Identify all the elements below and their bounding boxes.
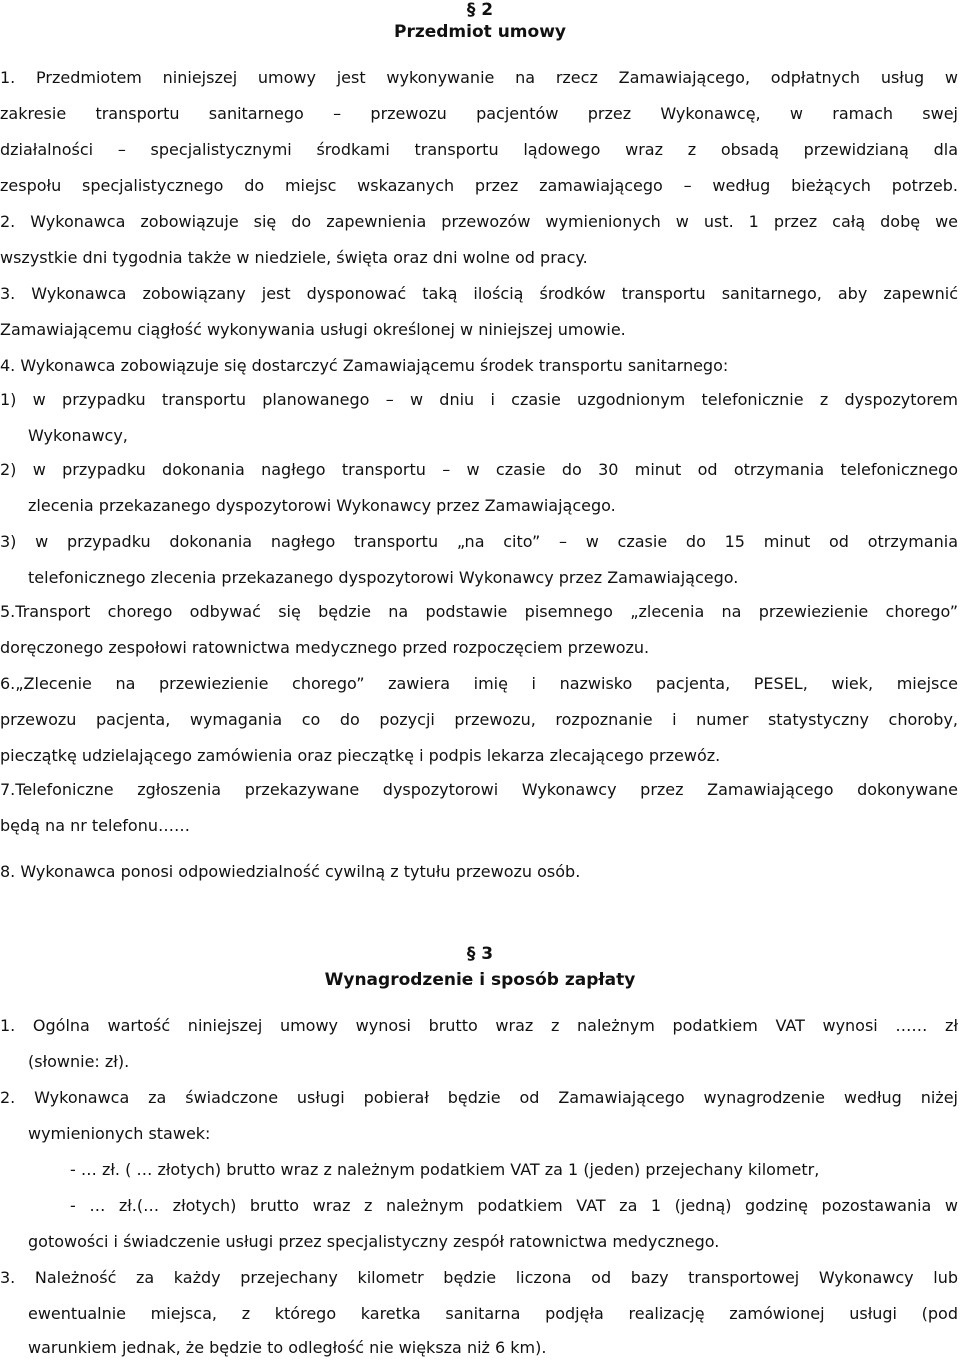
- section2-text-line: 4. Wykonawca zobowiązuje się dostarczyć Zamawiającemu środek transportu sanitarnego:: [0, 356, 729, 375]
- section2-text-line: 1) w przypadku transportu planowanego – w dniu i czasie uzgodnionym telefonicznie z dyspozytorem: [0, 390, 958, 409]
- section-2-title: Przedmiot umowy: [394, 22, 566, 42]
- section2-text-line: 3. Wykonawca zobowiązany jest dysponować taką ilością środków transportu sanitarnego, aby zapewnić: [0, 284, 958, 303]
- section2-text-line: 6.„Zlecenie na przewiezienie chorego” zawiera imię i nazwisko pacjenta, PESEL, wiek, miejsce: [0, 674, 958, 693]
- section-3-symbol: § 3: [466, 944, 494, 964]
- section3-text-line: gotowości i świadczenie usługi przez specjalistyczny zespół ratownictwa medycznego.: [28, 1232, 720, 1251]
- section2-text-line: 2. Wykonawca zobowiązuje się do zapewnienia przewozów wymienionych w ust. 1 przez całą dobę we: [0, 212, 958, 231]
- section3-text-line: 2. Wykonawca za świadczone usługi pobierał będzie od Zamawiającego wynagrodzenie według niżej: [0, 1088, 958, 1107]
- section2-text-line: 1. Przedmiotem niniejszej umowy jest wykonywanie na rzecz Zamawiającego, odpłatnych usług w: [0, 68, 958, 87]
- section2-text-line: 7.Telefoniczne zgłoszenia przekazywane dyspozytorowi Wykonawcy przez Zamawiającego dokonywane: [0, 780, 958, 799]
- section-3-title: Wynagrodzenie i sposób zapłaty: [324, 970, 636, 990]
- section3-text-line: (słownie: zł).: [28, 1052, 130, 1071]
- section2-text-line: Zamawiającemu ciągłość wykonywania usługi określonej w niniejszej umowie.: [0, 320, 626, 339]
- section2-text-line: doręczonego zespołowi ratownictwa medycznego przed rozpoczęciem przewozu.: [0, 638, 650, 657]
- section2-text-line: 2) w przypadku dokonania nagłego transportu – w czasie do 30 minut od otrzymania telefonicznego: [0, 460, 958, 479]
- section-2-symbol: § 2: [466, 0, 494, 20]
- section2-text-line: 5.Transport chorego odbywać się będzie na podstawie pisemnego „zlecenia na przewiezienie chorego”: [0, 602, 958, 621]
- section3-text-line: 1. Ogólna wartość niniejszej umowy wynosi brutto wraz z należnym podatkiem VAT wynosi …… zł: [0, 1016, 958, 1035]
- section2-text-line: 8. Wykonawca ponosi odpowiedzialność cywilną z tytułu przewozu osób.: [0, 862, 581, 881]
- section2-text-line: 3) w przypadku dokonania nagłego transportu „na cito” – w czasie do 15 minut od otrzymania: [0, 532, 958, 551]
- section2-text-line: Wykonawcy,: [28, 426, 128, 445]
- section3-text-line: ewentualnie miejsca, z którego karetka sanitarna podjęła realizację zamówionej usługi (pod: [28, 1304, 958, 1323]
- section3-text-line: warunkiem jednak, że będzie to odległość nie większa niż 6 km).: [28, 1338, 547, 1357]
- section3-text-line: - … zł.(… złotych) brutto wraz z należnym podatkiem VAT za 1 (jedną) godzinę pozostawania w: [70, 1196, 958, 1215]
- section2-text-line: wszystkie dni tygodnia także w niedziele, święta oraz dni wolne od pracy.: [0, 248, 588, 267]
- section2-text-line: będą na nr telefonu……: [0, 816, 190, 835]
- section2-text-line: działalności – specjalistycznymi środkami transportu lądowego wraz z obsadą przewidzianą dla: [0, 140, 958, 159]
- section3-text-line: wymienionych stawek:: [28, 1124, 211, 1143]
- section3-text-line: 3. Należność za każdy przejechany kilometr będzie liczona od bazy transportowej Wykonawcy lub: [0, 1268, 958, 1287]
- section2-text-line: przewozu pacjenta, wymagania co do pozycji przewozu, rozpoznanie i numer statystyczny choroby,: [0, 710, 958, 729]
- section2-text-line: zespołu specjalistycznego do miejsc wskazanych przez zamawiającego – według bieżących potrzeb.: [0, 176, 958, 195]
- section3-text-line: - … zł. ( … złotych) brutto wraz z należnym podatkiem VAT za 1 (jeden) przejechany kilometr,: [70, 1160, 820, 1179]
- section2-text-line: zakresie transportu sanitarnego – przewozu pacjentów przez Wykonawcę, w ramach swej: [0, 104, 958, 123]
- section2-text-line: telefonicznego zlecenia przekazanego dyspozytorowi Wykonawcy przez Zamawiającego.: [28, 568, 739, 587]
- section2-text-line: zlecenia przekazanego dyspozytorowi Wykonawcy przez Zamawiającego.: [28, 496, 616, 515]
- section2-text-line: pieczątkę udzielającego zamówienia oraz pieczątkę i podpis lekarza zlecającego przewóz.: [0, 746, 721, 765]
